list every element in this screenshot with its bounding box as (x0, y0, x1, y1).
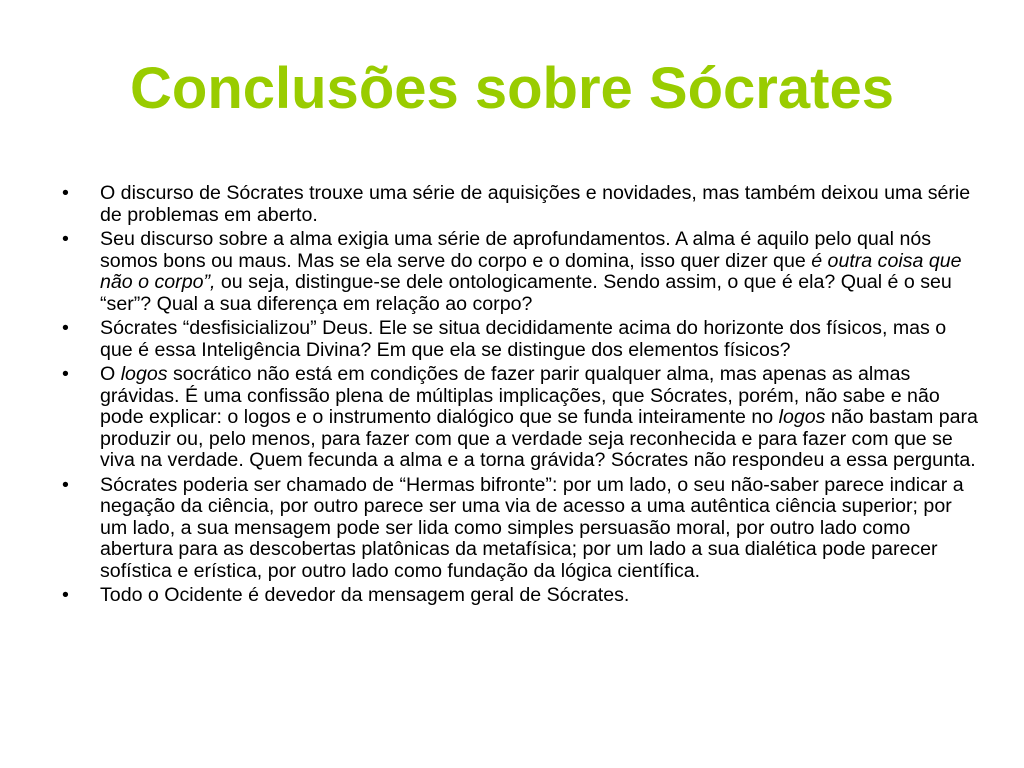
text-run: Sócrates poderia ser chamado de “Hermas bifronte”: por um lado, o seu não-saber parece indicar a negação da ciência, por outro parece ser uma via de acesso a uma autêntica ciência superior; por um lado, a sua mensagem pode ser lida como simples persuasão moral, por outro lado como abertura para as descobertas platônicas da metafísica; por um lado a sua dialética pode parecer sofística e erística, por outro lado como fundação da lógica científica. (100, 473, 964, 582)
bullet-item (62, 585, 982, 607)
text-run: não bastam para produzir ou, pelo menos, para fazer com que a verdade seja reconhecida e para fazer com que se viva na verdade. Quem fecunda a alma e a torna grávida? Sócrates não respondeu a essa pergunta. (100, 406, 978, 471)
text-run: Sócrates “desfisicializou” Deus. Ele se situa decididamente acima do horizonte dos físicos, mas o que é essa Inteligência Divina? Em que ela se distingue dos elementos físicos? (100, 317, 947, 361)
bullet-item (62, 318, 982, 361)
bullet-text (100, 584, 629, 606)
italic-text: logos (120, 363, 168, 385)
bullet-marker: • (62, 317, 69, 339)
bullet-marker: • (62, 182, 69, 204)
text-run: Seu discurso sobre a alma exigia uma série de aprofundamentos. A alma é aquilo pelo qual nós somos bons ou maus. Mas se ela serve do corpo e o domina, isso quer dizer que (100, 228, 932, 272)
bullet-text (100, 317, 946, 361)
bullet-item (62, 229, 982, 315)
bullet-marker: • (62, 228, 69, 250)
bullet-text (100, 363, 978, 471)
bullet-marker: • (62, 473, 69, 496)
bullet-text (100, 474, 964, 582)
italic-text: logos (778, 406, 826, 428)
bullet-marker: • (62, 584, 69, 606)
bullet-marker: • (62, 363, 69, 385)
italic-text: é outra coisa que não o corpo”, (100, 249, 962, 293)
slide-title: Conclusões sobre Sócrates (130, 56, 894, 121)
bullet-item (62, 183, 982, 226)
text-run: Todo o Ocidente é devedor da mensagem geral de Sócrates. (100, 584, 630, 606)
text-run: socrático não está em condições de fazer parir qualquer alma, mas apenas as almas grávidas. É uma confissão plena de múltiplas implicações, que Sócrates, porém, não sabe e não pode explicar: o logos e o instrumento dialógico que se funda inteiramente no (100, 363, 940, 428)
text-run: O (100, 363, 121, 385)
bullet-item (62, 364, 982, 472)
text-run: ou seja, distingue-se dele ontologicamente. Sendo assim, o que é ela? Qual é o seu “ser”? Qual a sua diferença em relação ao corpo? (100, 271, 952, 315)
bullet-list (62, 183, 982, 610)
text-run: O discurso de Sócrates trouxe uma série de aquisições e novidades, mas também deixou uma série de problemas em aberto. (100, 182, 971, 226)
bullet-text (100, 182, 970, 226)
bullet-text (100, 228, 962, 315)
bullet-item (62, 475, 982, 583)
